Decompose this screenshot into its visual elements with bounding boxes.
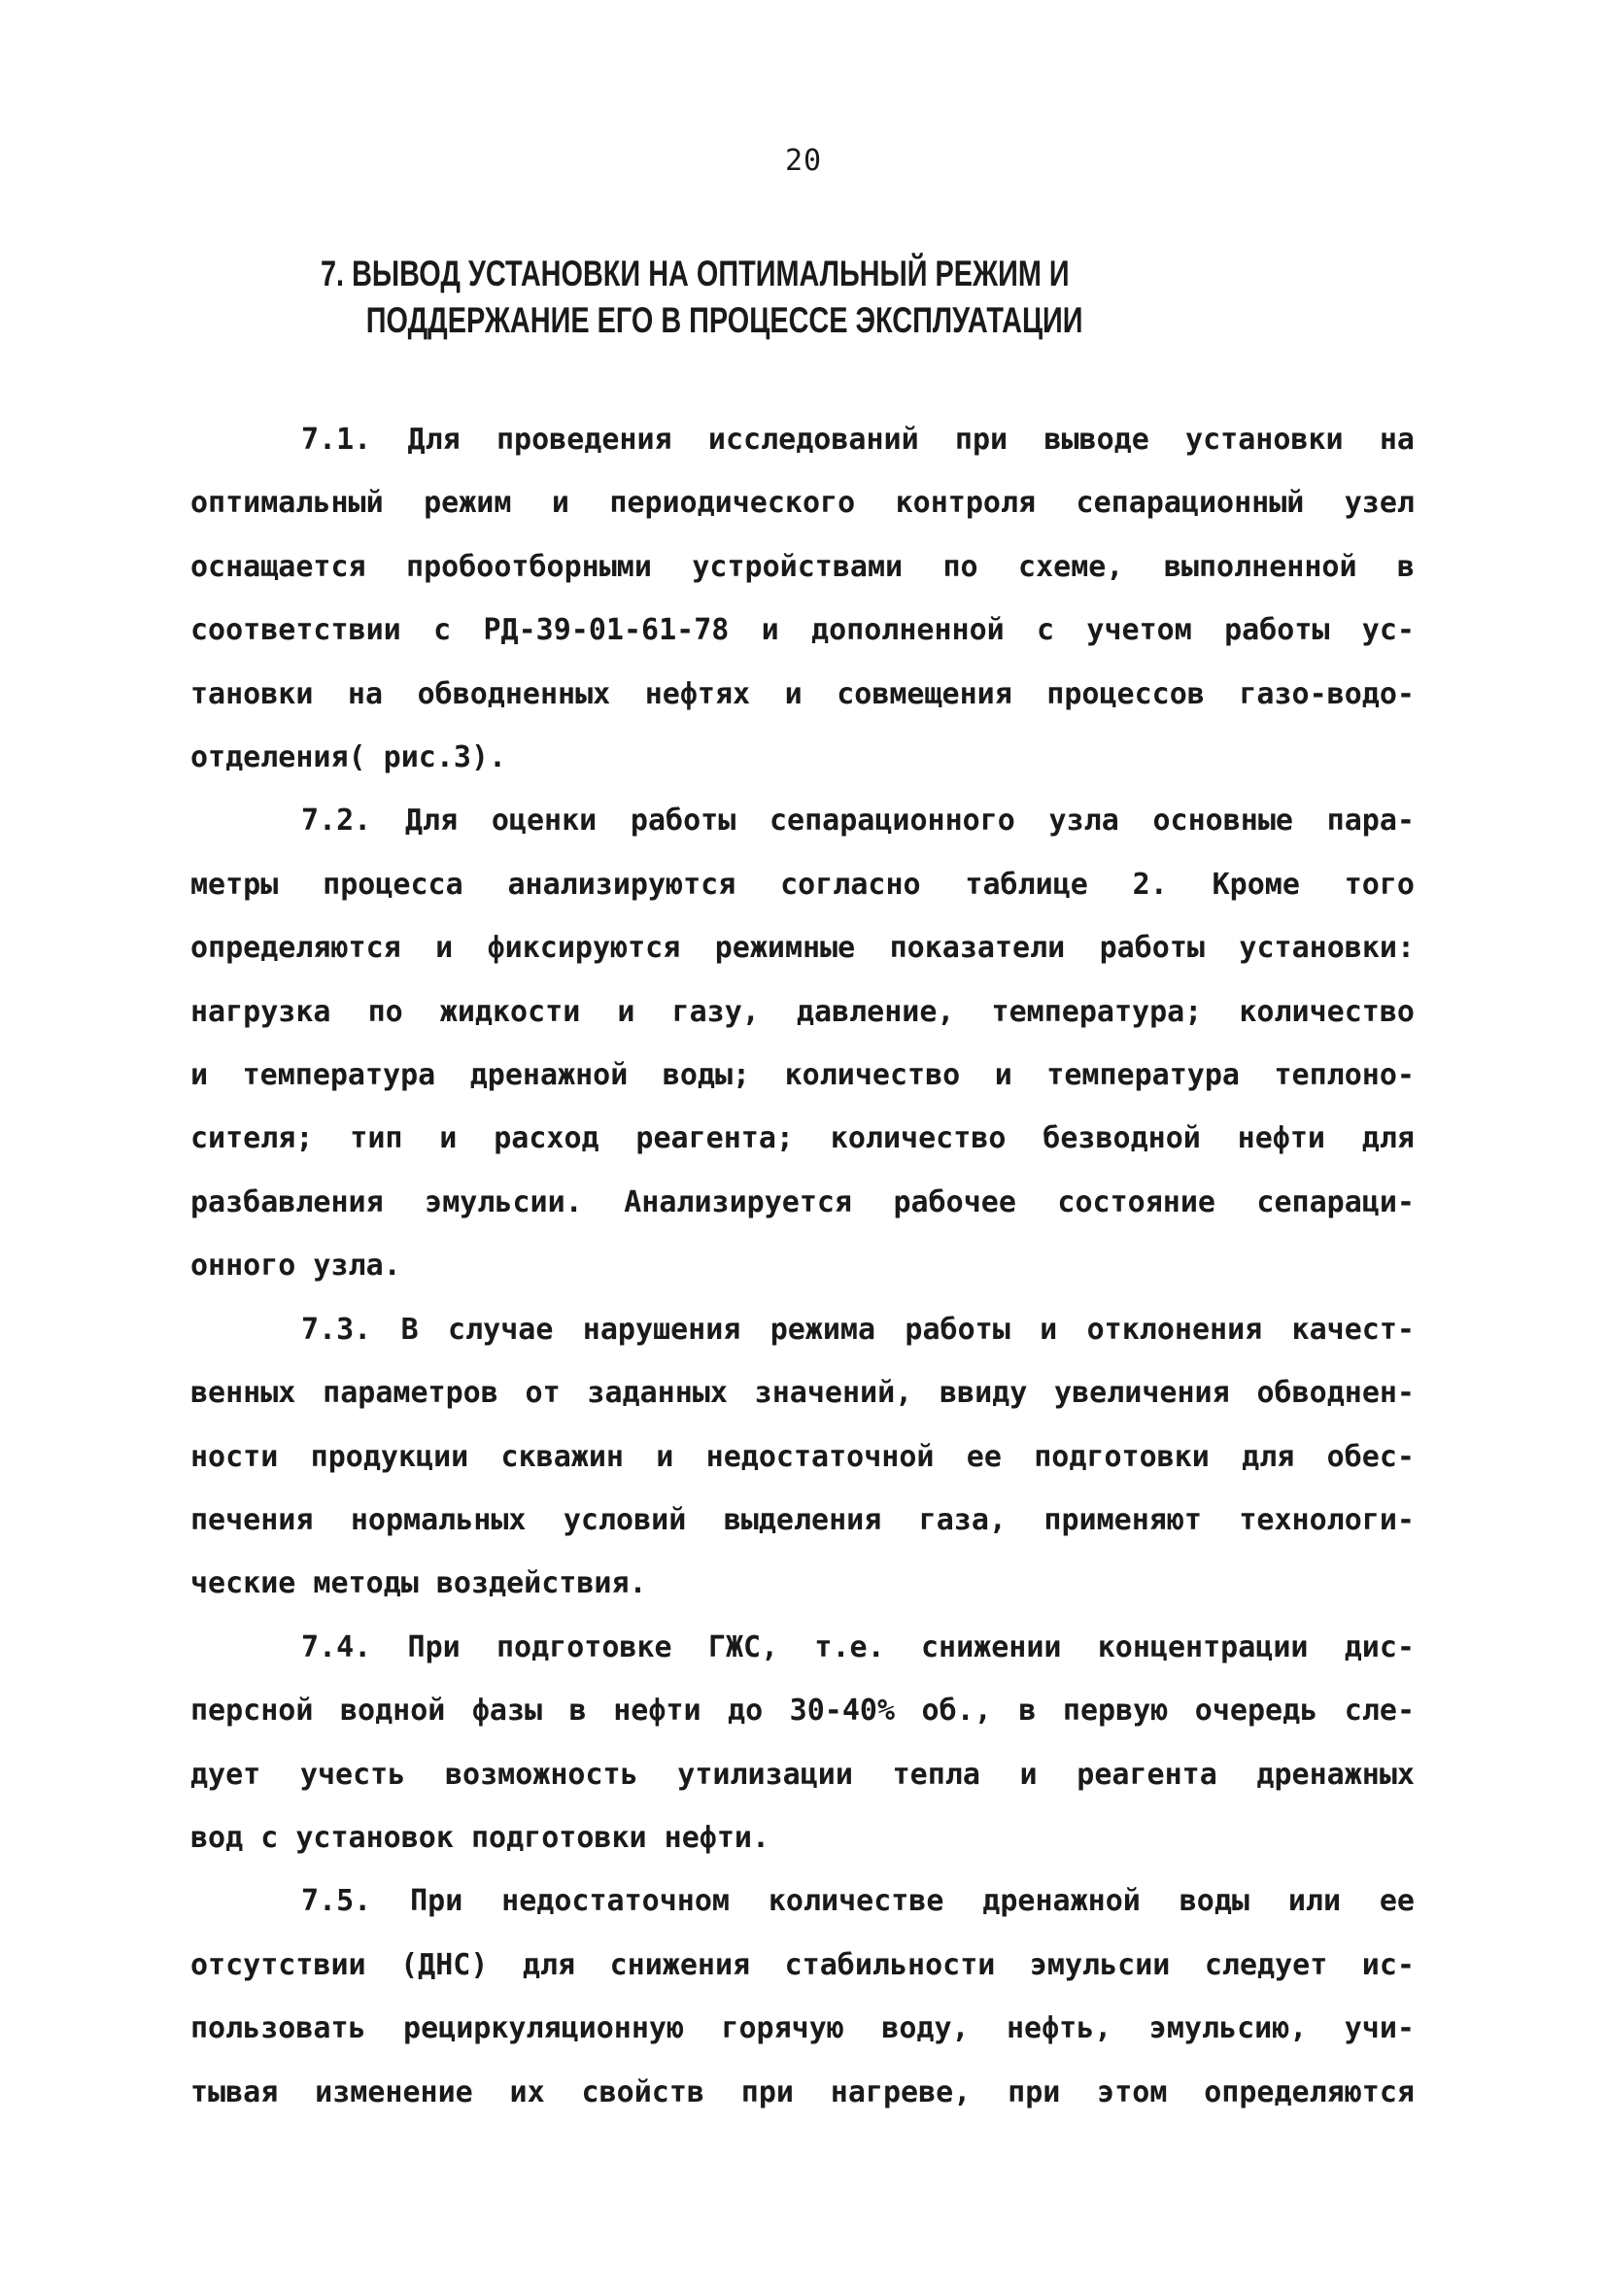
text-line: персной водной фазы в нефти до 30-40% об., в первую очередь сле-: [190, 1694, 1415, 1729]
text-line: 7.5. При недостаточном количестве дренажной воды или ее: [301, 1884, 1415, 1919]
text-line: 7.4. При подготовке ГЖС, т.е. снижении концентрации дис-: [301, 1629, 1415, 1664]
text-line: ческие методы воздействия.: [190, 1566, 647, 1601]
paragraph-7-3: [190, 1298, 1415, 1616]
paragraph-7-2: [190, 789, 1415, 1297]
text-line: разбавления эмульсии. Анализируется рабочее состояние сепараци-: [190, 1184, 1415, 1219]
text-line: тановки на обводненных нефтях и совмещения процессов газо-водо-: [190, 676, 1415, 711]
paragraph-7-4: [190, 1616, 1415, 1870]
text-line: сителя; тип и расход реагента; количество безводной нефти для: [190, 1121, 1415, 1156]
text-line: тывая изменение их свойств при нагреве, при этом определяются: [190, 2074, 1415, 2109]
text-line: отсутствии (ДНС) для снижения стабильности эмульсии следует ис-: [190, 1947, 1415, 1982]
paragraph-7-1: [190, 408, 1415, 789]
text-line: пользовать рециркуляционную горячую воду, нефть, эмульсию, учи-: [190, 2011, 1415, 2046]
text-line: вод с установок подготовки нефти.: [190, 1820, 770, 1855]
text-line: 7.3. В случае нарушения режима работы и отклонения качест-: [301, 1312, 1415, 1347]
text-line: 7.1. Для проведения исследований при выводе установки на: [301, 423, 1415, 457]
page-number: 20: [784, 144, 823, 178]
text-line: метры процесса анализируются согласно таблице 2. Кроме того: [190, 867, 1415, 902]
section-title-line-2: ПОДДЕРЖАНИЕ ЕГО В ПРОЦЕССЕ ЭКСПЛУАТАЦИИ: [365, 300, 1083, 340]
text-line: 7.2. Для оценки работы сепарационного узла основные пара-: [301, 804, 1415, 839]
text-line: оснащается пробоотборными устройствами по схеме, выполненной в: [190, 549, 1415, 584]
section-title-line-1: 7. ВЫВОД УСТАНОВКИ НА ОПТИМАЛЬНЫЙ РЕЖИМ И: [321, 254, 1070, 293]
text-line: отделения( рис.3).: [190, 740, 507, 775]
text-line: определяются и фиксируются режимные показатели работы установки:: [190, 931, 1415, 966]
text-line: и температура дренажной воды; количество и температура теплоно-: [190, 1058, 1415, 1093]
body-text: [190, 408, 1415, 2124]
text-line: дует учесть возможность утилизации тепла и реагента дренажных: [190, 1757, 1415, 1792]
text-line: онного узла.: [190, 1249, 401, 1284]
text-line: венных параметров от заданных значений, ввиду увеличения обводнен-: [190, 1376, 1415, 1411]
text-line: соответствии с РД-39-01-61-78 и дополненной с учетом работы ус-: [190, 613, 1415, 648]
text-line: оптимальный режим и периодического контроля сепарационный узел: [190, 486, 1415, 521]
text-line: нагрузка по жидкости и газу, давление, температура; количество: [190, 994, 1415, 1029]
paragraph-7-5: [190, 1869, 1415, 2124]
text-line: ности продукции скважин и недостаточной ее подготовки для обес-: [190, 1439, 1415, 1474]
text-line: печения нормальных условий выделения газа, применяют технологи-: [190, 1502, 1415, 1537]
section-title: [321, 251, 1170, 344]
